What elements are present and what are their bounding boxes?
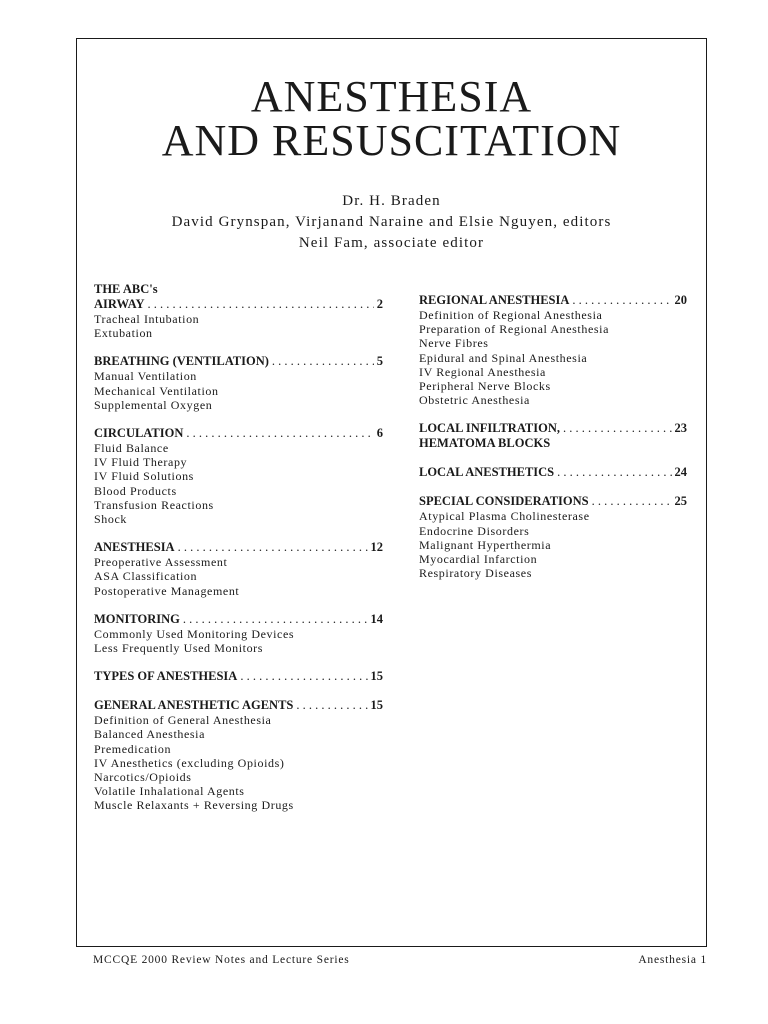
toc-subitem: Volatile Inhalational Agents <box>94 784 245 799</box>
page-frame <box>76 38 707 947</box>
toc-section-monitoring <box>94 612 383 655</box>
toc-subitem: Respiratory Diseases <box>419 566 532 581</box>
toc-page-number: 25 <box>674 494 687 509</box>
leader-dots <box>240 669 367 684</box>
toc-subitem: Mechanical Ventilation <box>94 383 219 398</box>
toc-heading[interactable] <box>94 426 383 441</box>
toc-subitem: Shock <box>94 512 127 527</box>
toc-subitem: IV Fluid Solutions <box>94 469 194 484</box>
toc-heading[interactable] <box>94 297 383 312</box>
leader-dots <box>178 540 368 555</box>
toc-heading[interactable] <box>419 421 687 436</box>
toc-subitem: Malignant Hyperthermia <box>419 537 552 552</box>
toc-page-number: 2 <box>376 297 383 311</box>
toc-subitem: IV Fluid Therapy <box>94 455 188 470</box>
toc-heading-label: LOCAL INFILTRATION, <box>419 421 561 436</box>
toc-subitem: Nerve Fibres <box>419 336 489 351</box>
toc-page-number: 24 <box>674 465 687 480</box>
footer-series-title: MCCQE 2000 Review Notes and Lecture Series <box>93 954 350 966</box>
leader-dots <box>557 465 671 480</box>
toc-section-anesthesia <box>94 540 383 598</box>
toc-subitem: Manual Ventilation <box>94 369 197 384</box>
author-editors: David Grynspan, Virjanand Naraine and Elsie Nguyen, editors <box>171 214 612 230</box>
leader-dots <box>272 354 374 369</box>
toc-subitem: Endocrine Disorders <box>419 523 530 538</box>
toc-subitem: IV Regional Anesthesia <box>419 364 546 379</box>
toc-section-types-of-anesthesia <box>94 669 383 684</box>
toc-section-special-considerations <box>419 494 687 580</box>
toc-page-number: 6 <box>376 426 383 441</box>
toc-heading-label: GENERAL ANESTHETIC AGENTS <box>94 698 294 713</box>
toc-left-column <box>94 282 383 827</box>
toc-subitem: Definition of General Anesthesia <box>94 713 272 728</box>
toc-subitem: ASA Classification <box>94 569 198 584</box>
toc-subitem: IV Anesthetics (excluding Opioids) <box>94 755 285 770</box>
toc-heading[interactable] <box>419 293 687 308</box>
leader-dots <box>563 421 671 436</box>
toc-subitem: Premedication <box>94 741 172 756</box>
leader-dots <box>296 698 367 713</box>
author-associate-editor: Neil Fam, associate editor <box>298 235 485 251</box>
toc-heading-label: SPECIAL CONSIDERATIONS <box>419 494 589 509</box>
toc-subitem: Fluid Balance <box>94 441 169 456</box>
toc-heading[interactable] <box>419 465 687 480</box>
toc-section-airway <box>94 297 383 340</box>
toc-subitem: Supplemental Oxygen <box>94 397 213 412</box>
toc-heading-label: CIRCULATION <box>94 426 184 441</box>
toc-heading[interactable] <box>94 354 383 369</box>
toc-subitem: Balanced Anesthesia <box>94 727 206 742</box>
toc-right-column <box>419 293 687 594</box>
toc-heading-label: REGIONAL ANESTHESIA <box>419 293 570 307</box>
toc-heading-label: TYPES OF ANESTHESIA <box>94 669 238 684</box>
toc-section-general-anesthetic-agents <box>94 698 383 812</box>
toc-heading[interactable] <box>419 494 687 509</box>
title-line-2: AND RESUSCITATION <box>161 116 622 165</box>
toc-subitem: Commonly Used Monitoring Devices <box>94 626 295 641</box>
toc-subitem: Muscle Relaxants + Reversing Drugs <box>94 798 294 813</box>
toc-heading-label: BREATHING (VENTILATION) <box>94 354 269 369</box>
leader-dots <box>572 293 671 308</box>
toc-heading-label: MONITORING <box>94 611 180 626</box>
toc-page-number: 20 <box>674 293 687 307</box>
author-block <box>77 191 706 254</box>
toc-page-number: 5 <box>376 354 383 369</box>
footer-page-label: Anesthesia 1 <box>638 954 707 966</box>
toc-subitem: Extubation <box>94 326 153 341</box>
toc-subitem: Atypical Plasma Cholinesterase <box>419 509 590 524</box>
toc-section-regional-anesthesia <box>419 293 687 407</box>
toc-subitem: Blood Products <box>94 483 177 498</box>
toc-subitem: Peripheral Nerve Blocks <box>419 379 551 394</box>
toc-heading-label: LOCAL ANESTHETICS <box>419 465 555 480</box>
toc-subitem: Tracheal Intubation <box>94 312 200 326</box>
leader-dots <box>148 297 374 312</box>
toc-subitem: Obstetric Anesthesia <box>419 393 530 408</box>
toc-heading[interactable] <box>94 669 383 684</box>
toc-heading-label: AIRWAY <box>94 297 145 311</box>
toc-subitem: Myocardial Infarction <box>419 552 538 567</box>
toc-heading-continuation: HEMATOMA BLOCKS <box>419 436 551 451</box>
toc-subitem: Narcotics/Opioids <box>94 770 192 785</box>
leader-dots <box>186 426 373 441</box>
toc-subitem: Preparation of Regional Anesthesia <box>419 322 610 337</box>
leader-dots <box>183 612 368 627</box>
toc-subitem: Definition of Regional Anesthesia <box>419 308 603 322</box>
toc-heading[interactable] <box>94 540 383 555</box>
toc-page-number: 15 <box>370 698 383 713</box>
toc-page-number: 15 <box>370 669 383 684</box>
author-primary: Dr. H. Braden <box>342 193 441 209</box>
toc-section-local-anesthetics <box>419 465 687 480</box>
toc-heading[interactable] <box>94 612 383 627</box>
toc-subitem: Preoperative Assessment <box>94 555 228 570</box>
toc-pre-heading: THE ABC's <box>94 282 158 296</box>
toc-subitem: Postoperative Management <box>94 583 240 598</box>
toc-subitem: Epidural and Spinal Anesthesia <box>419 350 588 365</box>
toc-heading[interactable] <box>94 698 383 713</box>
toc-subitem: Less Frequently Used Monitors <box>94 641 264 656</box>
toc-heading-label: ANESTHESIA <box>94 540 175 555</box>
toc-page-number: 14 <box>370 611 383 626</box>
toc-subitem: Transfusion Reactions <box>94 497 214 512</box>
toc-section-circulation <box>94 426 383 526</box>
leader-dots <box>592 494 672 509</box>
title-line-1: ANESTHESIA <box>250 72 533 121</box>
toc-section-local-infiltration <box>419 421 687 451</box>
toc-section-breathing <box>94 354 383 412</box>
toc-page-number: 23 <box>674 421 687 436</box>
toc-page-number: 12 <box>370 540 383 555</box>
